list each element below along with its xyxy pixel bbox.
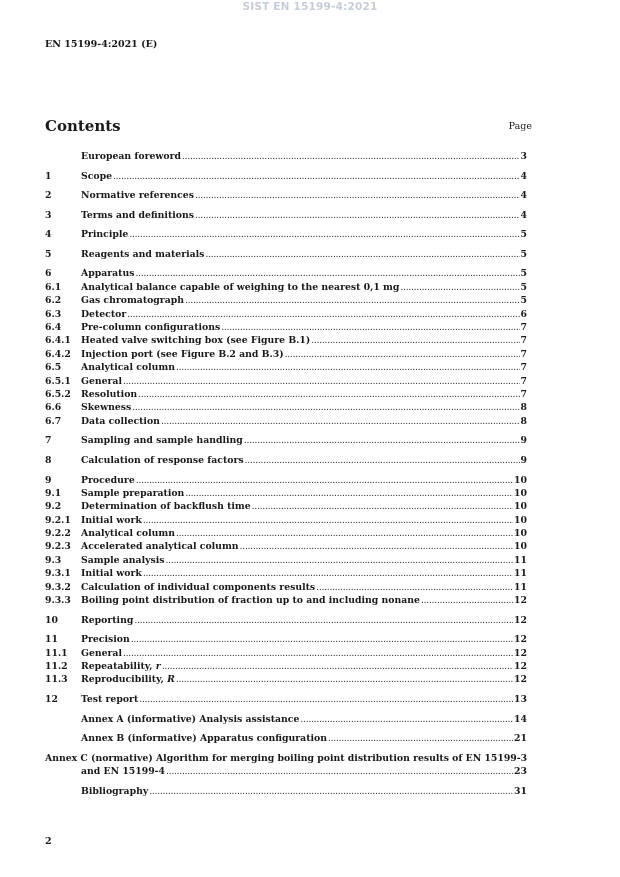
toc-entry-title: European foreword (81, 151, 181, 162)
toc-entry-number: 11.1 (45, 647, 68, 659)
toc-entry-page: 11 (514, 568, 527, 580)
toc-entry-title: Annex C (normative) Algorithm for merging boiling point distribution results of EN 15199-3 (45, 752, 528, 764)
leader-dots (113, 170, 520, 183)
leader-dots (161, 415, 520, 428)
toc-entry[interactable] (45, 189, 527, 202)
toc-entry-page: 12 (514, 647, 527, 659)
toc-entry-page: 12 (514, 614, 527, 626)
toc-entry-page: 10 (514, 474, 527, 486)
toc-entry-page: 10 (514, 514, 527, 526)
toc-entry-title: General (81, 647, 122, 659)
leader-dots (185, 294, 520, 307)
toc-entry-page: 14 (514, 713, 527, 725)
toc-entry-title: Apparatus (81, 268, 135, 280)
leader-dots (129, 228, 519, 241)
toc-entry-number: 6.5 (45, 362, 62, 374)
toc-entry[interactable] (45, 415, 527, 428)
leader-dots (166, 554, 514, 567)
toc-entry-number: 9.2.1 (45, 514, 71, 526)
toc-entry-title: Calculation of individual components results (81, 581, 316, 593)
toc-entry-number: 6.5.2 (45, 388, 71, 400)
toc-entry-page: 7 (520, 388, 527, 400)
toc-entry[interactable] (45, 209, 527, 222)
toc-entry[interactable] (45, 614, 527, 627)
toc-entry[interactable] (45, 361, 527, 374)
toc-entry-number: 9.2.2 (45, 528, 71, 540)
toc-entry-number: 6.3 (45, 308, 62, 320)
toc-entry-page: 9 (520, 454, 527, 466)
toc-entry-title: Gas chromatograph (81, 295, 184, 307)
toc-entry[interactable] (45, 454, 527, 467)
toc-entry[interactable] (45, 500, 527, 513)
toc-entry[interactable] (45, 308, 527, 321)
toc-entry-title: General (81, 375, 122, 387)
toc-entry-number: 2 (45, 190, 52, 202)
toc-entry-title: Data collection (81, 415, 160, 427)
toc-entry-number: 11.2 (45, 660, 68, 672)
toc-entry[interactable] (45, 514, 527, 527)
toc-entry[interactable] (45, 540, 527, 553)
toc-entry-page: 11 (514, 554, 527, 566)
toc-entry[interactable] (45, 474, 527, 487)
toc-entry[interactable] (45, 434, 527, 447)
toc-entry-page: 3 (520, 151, 527, 162)
leader-dots (176, 673, 513, 686)
toc-entry[interactable] (45, 248, 527, 261)
leader-dots (136, 474, 513, 487)
leader-dots (132, 401, 519, 414)
toc-entry[interactable] (45, 554, 527, 567)
toc-entry-number: 10 (45, 614, 58, 626)
toc-entry-page: 12 (514, 660, 527, 672)
toc-entry-number: 1 (45, 170, 52, 182)
toc-entry-page: 10 (514, 487, 527, 499)
toc-entry-number: 12 (45, 693, 58, 705)
toc-entry-title: Bibliography (81, 785, 149, 797)
leader-dots (166, 765, 513, 778)
toc-entry-number: 4 (45, 229, 52, 241)
toc-entry-page: 5 (520, 229, 527, 241)
leader-dots (143, 514, 513, 527)
leader-dots (244, 434, 520, 447)
toc-entry[interactable] (45, 527, 527, 540)
toc-entry[interactable] (45, 660, 527, 673)
leader-dots (252, 500, 513, 513)
leader-dots (176, 527, 513, 540)
toc-entry[interactable] (45, 647, 527, 660)
toc-entry-number: 6.4.2 (45, 348, 71, 360)
toc-entry-title: Repeatability, r (81, 660, 161, 672)
toc-entry[interactable] (45, 267, 527, 280)
leader-dots (134, 614, 513, 627)
toc-entry-title: Calculation of response factors (81, 454, 244, 466)
toc-entry[interactable] (45, 567, 527, 580)
toc-entry-number: 3 (45, 209, 52, 221)
toc-entry-title: Reporting (81, 614, 134, 626)
toc-entry-number: 6.4.1 (45, 335, 71, 347)
toc-entry-number: 6.2 (45, 295, 62, 307)
toc-entry-page: 9 (520, 435, 527, 447)
toc-entry-page: 4 (520, 190, 527, 202)
toc-entry-number: 6.7 (45, 415, 62, 427)
leader-dots (300, 713, 513, 726)
toc-entry-number: 6.6 (45, 402, 62, 414)
leader-dots (285, 348, 520, 361)
page-number: 2 (45, 836, 52, 847)
toc-entry-title: Determination of backflush time (81, 501, 251, 513)
toc-entry-title: Annex A (informative) Analysis assistance (81, 713, 300, 725)
toc-entry-title: Annex B (informative) Apparatus configuration (81, 733, 327, 745)
toc-entry[interactable] (45, 334, 527, 347)
leader-dots (162, 660, 513, 673)
toc-entry-page: 7 (520, 348, 527, 360)
toc-entry-number: 11.3 (45, 674, 68, 686)
leader-dots (221, 321, 519, 334)
toc-entry-title: Sample analysis (81, 554, 165, 566)
toc-entry-title: Pre-column configurations (81, 322, 221, 334)
toc-entry-page: 7 (520, 322, 527, 334)
toc-entry-page: 12 (514, 634, 527, 646)
toc-entry-title: Normative references (81, 190, 194, 202)
toc-entry-page: 21 (514, 733, 527, 745)
toc-entry-page: 6 (520, 308, 527, 320)
toc-entry-page: 12 (514, 674, 527, 686)
toc-entry-title: Precision (81, 634, 130, 646)
leader-dots (245, 454, 520, 467)
toc-entry-number: 7 (45, 435, 52, 447)
toc-entry-title: Analytical balance capable of weighing to the nearest 0,1 mg (81, 281, 400, 293)
toc-entry-page: 31 (514, 785, 527, 797)
toc-entry[interactable] (45, 581, 527, 594)
leader-dots (123, 375, 520, 388)
toc-entry-number: 6.1 (45, 281, 62, 293)
leader-dots (176, 361, 520, 374)
toc-entry[interactable] (45, 633, 527, 646)
toc-entry-title: Accelerated analytical column (81, 541, 239, 553)
toc-entry-number: 9.3 (45, 554, 62, 566)
toc-entry-title: Analytical column (81, 528, 175, 540)
toc-entry-title-continued: and EN 15199-4 (81, 766, 166, 778)
leader-dots (311, 334, 519, 347)
leader-dots (131, 633, 513, 646)
document-id: EN 15199-4:2021 (E) (45, 39, 158, 50)
table-of-contents (45, 150, 527, 798)
leader-dots (138, 388, 519, 401)
toc-entry-number: 9.2 (45, 501, 62, 513)
toc-entry-title: Detector (81, 308, 127, 320)
toc-entry-title: Initial work (81, 568, 142, 580)
toc-entry[interactable] (45, 281, 527, 294)
toc-entry-number: 5 (45, 248, 52, 260)
toc-entry-title: Reproducibility, R (81, 674, 175, 686)
toc-entry-page: 8 (520, 415, 527, 427)
toc-entry[interactable] (45, 321, 527, 334)
toc-entry-title: Heated valve switching box (see Figure B.1) (81, 335, 311, 347)
toc-entry-title: Procedure (81, 474, 135, 486)
toc-entry-page: 11 (514, 581, 527, 593)
leader-dots (135, 267, 519, 280)
leader-dots (185, 487, 513, 500)
toc-entry-page: 12 (514, 595, 527, 607)
toc-entry[interactable] (45, 228, 527, 241)
leader-dots (328, 732, 513, 745)
toc-entry[interactable] (45, 785, 527, 798)
toc-entry-number: 6 (45, 268, 52, 280)
toc-entry-page: 10 (514, 528, 527, 540)
toc-entry-number: 9 (45, 474, 52, 486)
toc-entry-page: 10 (514, 541, 527, 553)
leader-dots (139, 693, 513, 706)
toc-entry-page: 13 (514, 693, 527, 705)
leader-dots (240, 540, 514, 553)
toc-entry-number: 9.3.3 (45, 595, 71, 607)
toc-entry-page: 4 (520, 209, 527, 221)
toc-entry[interactable] (45, 594, 527, 607)
toc-entry[interactable] (45, 673, 527, 686)
toc-entry[interactable] (45, 388, 527, 401)
toc-entry-title: Sample preparation (81, 487, 185, 499)
contents-title: Contents (45, 117, 121, 135)
watermark: SIST EN 15199-4:2021 (242, 1, 378, 13)
leader-dots (400, 281, 519, 294)
leader-dots (143, 567, 513, 580)
toc-entry[interactable] (45, 752, 527, 779)
toc-entry-page: 5 (520, 248, 527, 260)
toc-entry-title: Initial work (81, 514, 142, 526)
leader-dots (195, 189, 520, 202)
toc-entry-title: Resolution (81, 388, 138, 400)
toc-entry-title: Reagents and materials (81, 248, 205, 260)
toc-entry-page: 10 (514, 501, 527, 513)
toc-entry-page: 5 (520, 281, 527, 293)
toc-entry-page: 8 (520, 402, 527, 414)
toc-entry-number: 8 (45, 454, 52, 466)
leader-dots (421, 594, 513, 607)
leader-dots (195, 209, 520, 222)
toc-entry-title: Scope (81, 170, 112, 182)
toc-entry-title: Skewness (81, 402, 132, 414)
toc-entry-page: 5 (520, 295, 527, 307)
toc-entry-title: Test report (81, 693, 139, 705)
toc-entry-number: 9.3.2 (45, 581, 71, 593)
toc-entry[interactable] (45, 150, 527, 163)
leader-dots (123, 647, 513, 660)
leader-dots (127, 308, 519, 321)
toc-entry-title: Boiling point distribution of fraction up to and including nonane (81, 595, 420, 607)
toc-entry-page: 7 (520, 362, 527, 374)
toc-entry-page: 7 (520, 375, 527, 387)
toc-entry[interactable] (45, 401, 527, 414)
toc-entry[interactable] (45, 294, 527, 307)
toc-entry-number: 6.5.1 (45, 375, 71, 387)
toc-entry-number: 9.2.3 (45, 541, 71, 553)
toc-entry-page: 7 (520, 335, 527, 347)
toc-entry-title: Sampling and sample handling (81, 435, 243, 447)
toc-entry-title: Principle (81, 229, 129, 241)
toc-entry[interactable] (45, 348, 527, 361)
toc-entry-number: 9.1 (45, 487, 62, 499)
toc-entry-page: 23 (514, 766, 527, 778)
toc-entry-number: 11 (45, 634, 58, 646)
toc-entry-page: 5 (520, 268, 527, 280)
toc-entry-title: Injection port (see Figure B.2 and B.3) (81, 348, 284, 360)
toc-entry[interactable] (45, 170, 527, 183)
leader-dots (205, 248, 519, 261)
toc-entry-title: Terms and definitions (81, 209, 194, 221)
leader-dots (149, 785, 513, 798)
toc-entry[interactable] (45, 693, 527, 706)
toc-entry[interactable] (45, 732, 527, 745)
toc-entry-title: Analytical column (81, 362, 175, 374)
toc-entry-page: 4 (520, 170, 527, 182)
toc-entry[interactable] (45, 713, 527, 726)
toc-entry-number: 9.3.1 (45, 568, 71, 580)
toc-entry[interactable] (45, 375, 527, 388)
toc-entry-number: 6.4 (45, 322, 62, 334)
leader-dots (316, 581, 513, 594)
leader-dots (182, 150, 520, 163)
page-column-header: Page (508, 121, 532, 132)
toc-entry[interactable] (45, 487, 527, 500)
